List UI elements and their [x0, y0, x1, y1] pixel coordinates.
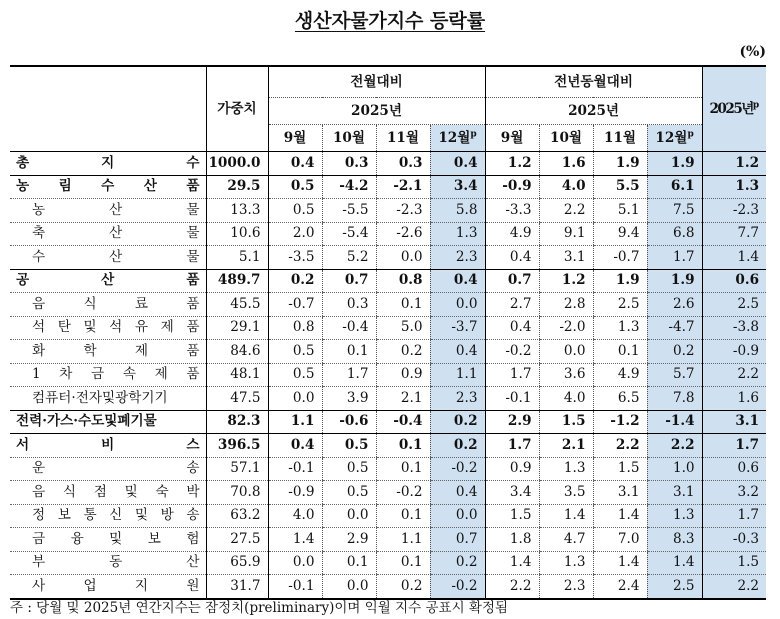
table-row: [10, 363, 766, 387]
mom-cell: 0.7: [430, 528, 485, 552]
mom-cell: 0.2: [430, 551, 485, 575]
mom-cell: -3.7: [430, 316, 485, 340]
yoy-cell: 3.1: [647, 481, 702, 505]
yoy-cell: 4.7: [539, 528, 593, 552]
header-mom-year: 2025년: [268, 98, 485, 125]
annual-cell: 3.2: [702, 481, 766, 505]
yoy-cell: 1.9: [647, 152, 702, 176]
mom-cell: 3.4: [430, 175, 485, 199]
yoy-cell: 9.1: [539, 222, 593, 246]
yoy-cell: 3.1: [539, 246, 593, 270]
annual-cell: 1.4: [702, 246, 766, 270]
annual-cell: 7.7: [702, 222, 766, 246]
mom-cell: 3.9: [322, 387, 376, 411]
mom-cell: 0.0: [376, 246, 430, 270]
mom-cell: -0.4: [376, 410, 430, 434]
annual-cell: 2.2: [702, 363, 766, 387]
header-month-label: 12월: [655, 129, 688, 146]
yoy-cell: 5.5: [593, 175, 647, 199]
yoy-cell: 1.0: [647, 457, 702, 481]
mom-cell: 0.4: [268, 152, 322, 176]
mom-cell: 0.2: [376, 575, 430, 599]
table-row: [10, 457, 766, 481]
yoy-cell: 4.0: [539, 175, 593, 199]
header-yoy-month: 11월: [593, 125, 647, 152]
yoy-cell: -1.4: [647, 410, 702, 434]
yoy-cell: 1.9: [593, 269, 647, 293]
yoy-cell: 3.5: [539, 481, 593, 505]
yoy-cell: 6.5: [593, 387, 647, 411]
mom-cell: 2.1: [376, 387, 430, 411]
row-label: 전력·가스·수도및폐기물: [10, 410, 206, 434]
mom-cell: 0.2: [430, 410, 485, 434]
price-index-table: [10, 65, 766, 600]
mom-cell: 0.5: [322, 434, 376, 458]
yoy-cell: 1.4: [593, 504, 647, 528]
row-label: 공 산 품: [10, 269, 206, 293]
yoy-cell: -3.3: [485, 199, 539, 223]
row-label: 컴퓨터·전자및광학기기: [10, 387, 206, 411]
mom-cell: 0.5: [268, 199, 322, 223]
weight-cell: 82.3: [206, 410, 268, 434]
header-yoy-month-prelim: [647, 125, 702, 152]
mom-cell: -3.5: [268, 246, 322, 270]
header-yoy-month: 9월: [485, 125, 539, 152]
header-annual-sup: p: [752, 99, 760, 110]
weight-cell: 1000.0: [206, 152, 268, 176]
yoy-cell: 0.7: [485, 269, 539, 293]
header-annual-year: 2025년: [709, 100, 753, 117]
mom-cell: 0.1: [376, 504, 430, 528]
yoy-cell: 1.4: [593, 551, 647, 575]
table-row: [10, 269, 766, 293]
yoy-cell: 1.3: [539, 457, 593, 481]
yoy-cell: 1.7: [485, 434, 539, 458]
mom-cell: 1.1: [376, 528, 430, 552]
mom-cell: -2.1: [376, 175, 430, 199]
mom-cell: 1.1: [430, 363, 485, 387]
yoy-cell: 2.2: [539, 199, 593, 223]
annual-cell: -2.3: [702, 199, 766, 223]
yoy-cell: -1.2: [593, 410, 647, 434]
yoy-cell: 2.5: [593, 293, 647, 317]
table-row: [10, 434, 766, 458]
header-annual: [702, 66, 766, 152]
mom-cell: 2.9: [322, 528, 376, 552]
annual-cell: 2.5: [702, 293, 766, 317]
yoy-cell: 3.1: [593, 481, 647, 505]
mom-cell: 0.3: [322, 152, 376, 176]
yoy-cell: 2.3: [539, 575, 593, 599]
mom-cell: -2.6: [376, 222, 430, 246]
mom-cell: 2.3: [430, 387, 485, 411]
table-row: [10, 410, 766, 434]
row-label: 농 림 수 산 품: [10, 175, 206, 199]
mom-cell: 0.1: [376, 551, 430, 575]
mom-cell: 0.8: [268, 316, 322, 340]
annual-cell: 1.2: [702, 152, 766, 176]
mom-cell: 0.5: [322, 457, 376, 481]
mom-cell: 0.4: [430, 481, 485, 505]
mom-cell: 0.5: [268, 175, 322, 199]
mom-cell: 0.1: [376, 457, 430, 481]
table-row: [10, 246, 766, 270]
yoy-cell: -0.9: [485, 175, 539, 199]
yoy-cell: 1.4: [485, 551, 539, 575]
table-row: [10, 551, 766, 575]
annual-cell: 1.6: [702, 387, 766, 411]
annual-cell: -0.3: [702, 528, 766, 552]
mom-cell: -5.4: [322, 222, 376, 246]
yoy-cell: 4.0: [539, 387, 593, 411]
mom-cell: -2.3: [376, 199, 430, 223]
mom-cell: 0.1: [376, 293, 430, 317]
row-label: 사 업 지 원: [10, 575, 206, 599]
mom-cell: 1.3: [430, 222, 485, 246]
mom-cell: -4.2: [322, 175, 376, 199]
row-label: 수 산 물: [10, 246, 206, 270]
annual-cell: -0.9: [702, 340, 766, 364]
header-month-sup: p: [687, 128, 694, 139]
yoy-cell: 5.1: [593, 199, 647, 223]
annual-cell: 1.7: [702, 504, 766, 528]
yoy-cell: 1.4: [647, 551, 702, 575]
weight-cell: 489.7: [206, 269, 268, 293]
yoy-cell: 1.3: [647, 504, 702, 528]
table-row: [10, 387, 766, 411]
mom-cell: 0.7: [322, 269, 376, 293]
mom-cell: 0.5: [268, 363, 322, 387]
table-body: [10, 152, 766, 599]
yoy-cell: -0.7: [593, 246, 647, 270]
yoy-cell: 2.6: [647, 293, 702, 317]
row-label: 운 송: [10, 457, 206, 481]
table-title: 생산자물가지수 등락률: [294, 10, 486, 32]
yoy-cell: 0.0: [539, 340, 593, 364]
annual-cell: 1.7: [702, 434, 766, 458]
mom-cell: 1.1: [268, 410, 322, 434]
weight-cell: 84.6: [206, 340, 268, 364]
header-mom-month: 10월: [322, 125, 376, 152]
weight-cell: 70.8: [206, 481, 268, 505]
table-row: [10, 222, 766, 246]
annual-cell: 3.1: [702, 410, 766, 434]
yoy-cell: 8.3: [647, 528, 702, 552]
mom-cell: 0.1: [322, 340, 376, 364]
table-row: [10, 340, 766, 364]
mom-cell: -0.4: [322, 316, 376, 340]
table-row: [10, 481, 766, 505]
mom-cell: 4.0: [268, 504, 322, 528]
weight-cell: 65.9: [206, 551, 268, 575]
mom-cell: 0.4: [268, 434, 322, 458]
mom-cell: -0.9: [268, 481, 322, 505]
yoy-cell: 0.9: [485, 457, 539, 481]
weight-cell: 47.5: [206, 387, 268, 411]
yoy-cell: 1.7: [647, 246, 702, 270]
yoy-cell: 7.5: [647, 199, 702, 223]
weight-cell: 5.1: [206, 246, 268, 270]
mom-cell: -0.1: [268, 457, 322, 481]
mom-cell: 0.0: [322, 504, 376, 528]
table-row: [10, 152, 766, 176]
mom-cell: 2.3: [430, 246, 485, 270]
header-yoy-group: 전년동월대비: [485, 66, 702, 98]
yoy-cell: 4.9: [593, 363, 647, 387]
row-label: 석 탄 및 석 유 제 품: [10, 316, 206, 340]
yoy-cell: -0.2: [485, 340, 539, 364]
table-row: [10, 575, 766, 599]
mom-cell: -0.1: [268, 575, 322, 599]
row-label: 1 차 금 속 제 품: [10, 363, 206, 387]
mom-cell: 0.0: [268, 387, 322, 411]
weight-cell: 29.1: [206, 316, 268, 340]
yoy-cell: 2.4: [593, 575, 647, 599]
annual-cell: 0.6: [702, 457, 766, 481]
yoy-cell: 2.2: [485, 575, 539, 599]
mom-cell: 0.4: [430, 269, 485, 293]
mom-cell: 5.8: [430, 199, 485, 223]
yoy-cell: 1.6: [539, 152, 593, 176]
row-label: 서 비 스: [10, 434, 206, 458]
mom-cell: 0.2: [430, 434, 485, 458]
weight-cell: 396.5: [206, 434, 268, 458]
yoy-cell: 7.8: [647, 387, 702, 411]
yoy-cell: 2.2: [593, 434, 647, 458]
yoy-cell: 1.9: [593, 152, 647, 176]
yoy-cell: 3.6: [539, 363, 593, 387]
mom-cell: 0.3: [322, 293, 376, 317]
table-header: [10, 66, 766, 152]
table-row: [10, 504, 766, 528]
yoy-cell: 5.7: [647, 363, 702, 387]
yoy-cell: 0.2: [647, 340, 702, 364]
mom-cell: 0.5: [322, 481, 376, 505]
row-label: 부 동 산: [10, 551, 206, 575]
yoy-cell: 1.4: [539, 504, 593, 528]
yoy-cell: 3.4: [485, 481, 539, 505]
mom-cell: 1.4: [268, 528, 322, 552]
mom-cell: -0.6: [322, 410, 376, 434]
mom-cell: 0.2: [268, 269, 322, 293]
yoy-cell: 1.5: [593, 457, 647, 481]
annual-cell: 1.5: [702, 551, 766, 575]
row-label: 축 산 물: [10, 222, 206, 246]
mom-cell: -5.5: [322, 199, 376, 223]
yoy-cell: 2.9: [485, 410, 539, 434]
yoy-cell: 9.4: [593, 222, 647, 246]
annual-cell: 0.6: [702, 269, 766, 293]
header-category: [10, 66, 206, 152]
header-mom-month-prelim: [430, 125, 485, 152]
mom-cell: 0.0: [430, 504, 485, 528]
yoy-cell: -4.7: [647, 316, 702, 340]
weight-cell: 13.3: [206, 199, 268, 223]
row-label: 금 융 및 보 험: [10, 528, 206, 552]
mom-cell: 5.2: [322, 246, 376, 270]
yoy-cell: 2.7: [485, 293, 539, 317]
yoy-cell: 0.4: [485, 316, 539, 340]
weight-cell: 29.5: [206, 175, 268, 199]
row-label: 정 보 통 신 및 방 송: [10, 504, 206, 528]
yoy-cell: 2.8: [539, 293, 593, 317]
yoy-cell: 6.8: [647, 222, 702, 246]
yoy-cell: 2.5: [647, 575, 702, 599]
weight-cell: 27.5: [206, 528, 268, 552]
yoy-cell: 1.2: [485, 152, 539, 176]
mom-cell: 0.2: [376, 340, 430, 364]
yoy-cell: 4.9: [485, 222, 539, 246]
weight-cell: 63.2: [206, 504, 268, 528]
yoy-cell: 1.5: [485, 504, 539, 528]
mom-cell: 5.0: [376, 316, 430, 340]
row-label: 음 식 료 품: [10, 293, 206, 317]
row-label: 음 식 점 및 숙 박: [10, 481, 206, 505]
mom-cell: 0.5: [268, 340, 322, 364]
yoy-cell: -2.0: [539, 316, 593, 340]
annual-cell: 1.3: [702, 175, 766, 199]
weight-cell: 48.1: [206, 363, 268, 387]
row-label: 총 지 수: [10, 152, 206, 176]
yoy-cell: 1.3: [539, 551, 593, 575]
yoy-cell: 2.1: [539, 434, 593, 458]
weight-cell: 31.7: [206, 575, 268, 599]
mom-cell: 0.1: [376, 434, 430, 458]
mom-cell: -0.2: [430, 457, 485, 481]
mom-cell: 0.0: [268, 551, 322, 575]
header-mom-month: 9월: [268, 125, 322, 152]
header-yoy-month: 10월: [539, 125, 593, 152]
mom-cell: 2.0: [268, 222, 322, 246]
yoy-cell: 1.5: [539, 410, 593, 434]
mom-cell: -0.2: [430, 575, 485, 599]
weight-cell: 57.1: [206, 457, 268, 481]
yoy-cell: 0.1: [593, 340, 647, 364]
table-row: [10, 175, 766, 199]
yoy-cell: -0.1: [485, 387, 539, 411]
mom-cell: -0.2: [376, 481, 430, 505]
table-row: [10, 316, 766, 340]
mom-cell: -0.7: [268, 293, 322, 317]
table-row: [10, 293, 766, 317]
mom-cell: 0.1: [322, 551, 376, 575]
weight-cell: 45.5: [206, 293, 268, 317]
header-weight: 가중치: [206, 66, 268, 152]
yoy-cell: 2.2: [647, 434, 702, 458]
mom-cell: 0.3: [376, 152, 430, 176]
row-label: 농 산 물: [10, 199, 206, 223]
table-row: [10, 199, 766, 223]
yoy-cell: 1.2: [539, 269, 593, 293]
annual-cell: 2.2: [702, 575, 766, 599]
header-yoy-year: 2025년: [485, 98, 702, 125]
yoy-cell: 1.9: [647, 269, 702, 293]
header-mom-month: 11월: [376, 125, 430, 152]
footnote: 주 : 당월 및 2025년 연간지수는 잠정치(preliminary)이며 익월 지수 공표시 확정됨: [10, 600, 509, 616]
annual-cell: -3.8: [702, 316, 766, 340]
header-month-label: 12월: [438, 129, 471, 146]
mom-cell: 0.4: [430, 152, 485, 176]
header-month-sup: p: [470, 128, 477, 139]
weight-cell: 10.6: [206, 222, 268, 246]
mom-cell: 0.4: [430, 340, 485, 364]
mom-cell: 0.8: [376, 269, 430, 293]
header-mom-group: 전월대비: [268, 66, 485, 98]
mom-cell: 1.7: [322, 363, 376, 387]
yoy-cell: 7.0: [593, 528, 647, 552]
yoy-cell: 1.3: [593, 316, 647, 340]
mom-cell: 0.0: [322, 575, 376, 599]
mom-cell: 0.9: [376, 363, 430, 387]
yoy-cell: 1.8: [485, 528, 539, 552]
row-label: 화 학 제 품: [10, 340, 206, 364]
yoy-cell: 1.7: [485, 363, 539, 387]
yoy-cell: 0.4: [485, 246, 539, 270]
table-row: [10, 528, 766, 552]
unit-label: (%): [739, 44, 766, 60]
yoy-cell: 6.1: [647, 175, 702, 199]
mom-cell: 0.0: [430, 293, 485, 317]
